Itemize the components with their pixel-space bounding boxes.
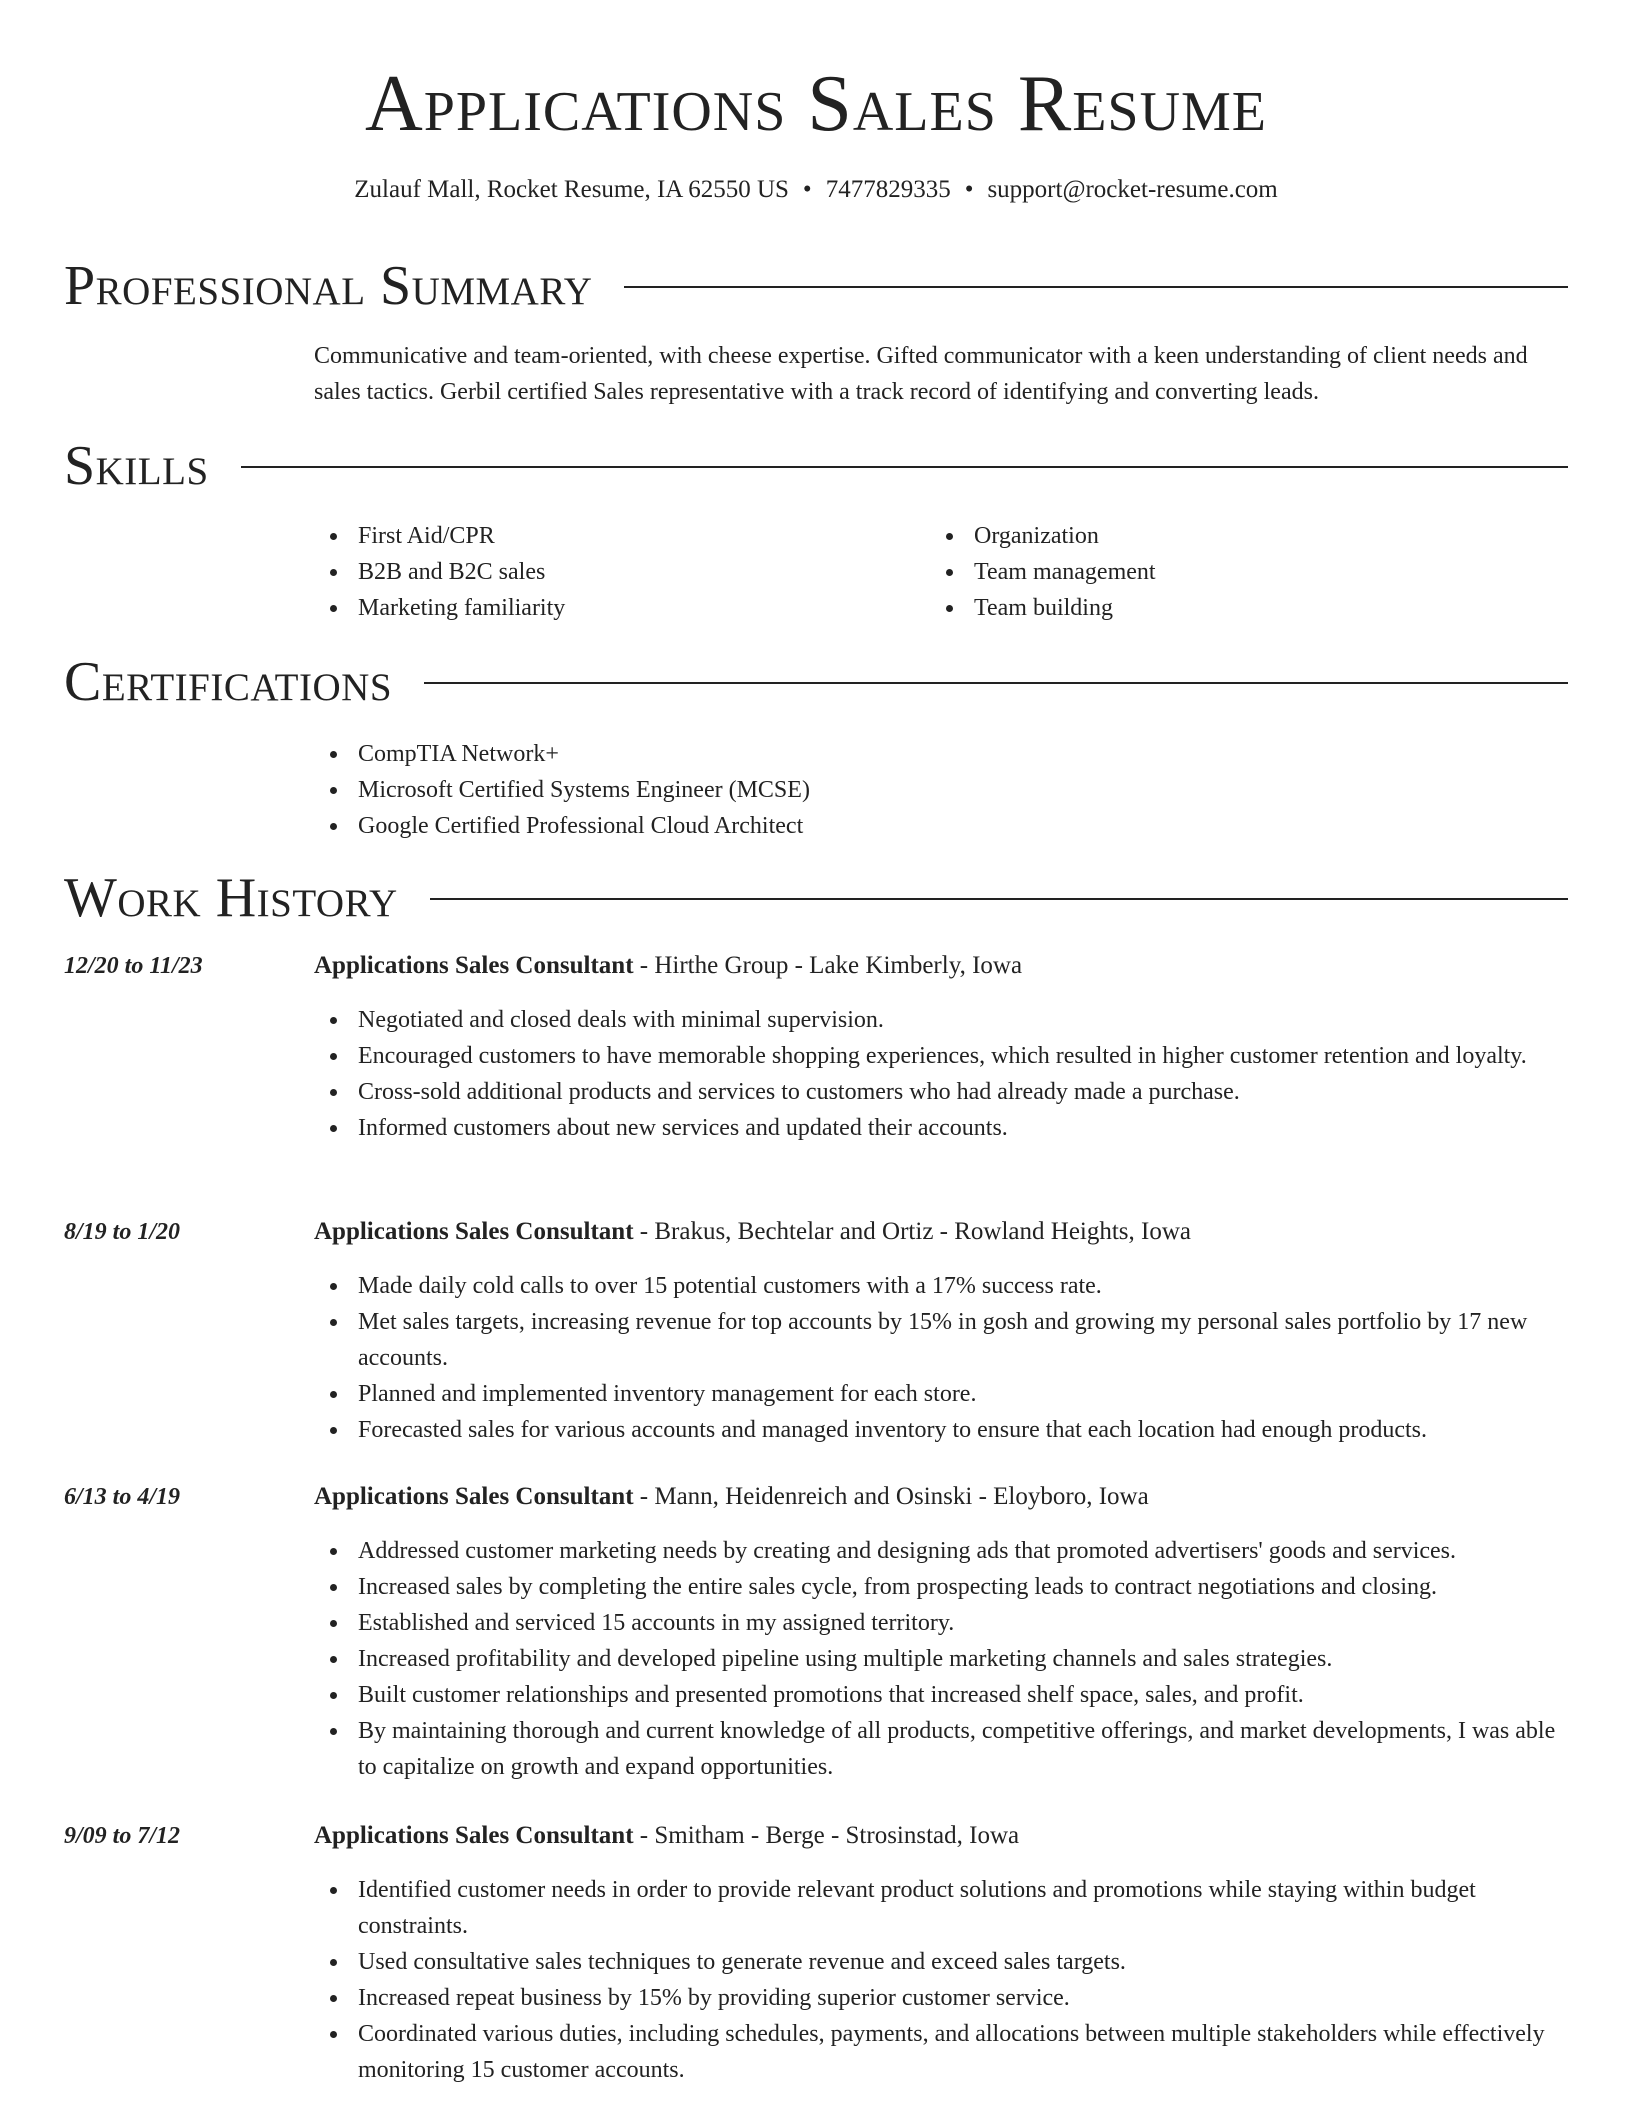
skill-item: B2B and B2C sales xyxy=(314,554,914,590)
job-details: - Mann, Heidenreich and Osinski - Eloyboro, Iowa xyxy=(633,1483,1149,1510)
job-bullet: Met sales targets, increasing revenue for top accounts by 15% in gosh and growing my personal sales portfolio by 17 new accounts. xyxy=(314,1304,1568,1376)
job-bullet: Increased sales by completing the entire sales cycle, from prospecting leads to contract negotiations and closing. xyxy=(314,1569,1568,1605)
work-history-section-header xyxy=(64,866,1568,930)
job-bullet: Made daily cold calls to over 15 potential customers with a 17% success rate. xyxy=(314,1268,1568,1304)
summary-text: Communicative and team-oriented, with cheese expertise. Gifted communicator with a keen understanding of client needs and sales tactics. Gerbil certified Sales representative with a track record of identifying and converting leads. xyxy=(314,343,1528,405)
job-bullet: Coordinated various duties, including schedules, payments, and allocations between multiple stakeholders while effectively monitoring 15 customer accounts. xyxy=(314,2016,1568,2088)
certification-item: CompTIA Network+ xyxy=(314,736,1569,772)
section-divider xyxy=(430,898,1568,900)
certifications-section-header xyxy=(64,650,1568,714)
job-bullet: Planned and implemented inventory management for each store. xyxy=(314,1376,1568,1412)
certifications-section-title: Certifications xyxy=(64,651,393,713)
job-bullet: Built customer relationships and presented promotions that increased shelf space, sales, and profit. xyxy=(314,1677,1568,1713)
contact-separator: • xyxy=(964,176,974,203)
skills-list-left xyxy=(314,518,914,626)
contact-address: Zulauf Mall, Rocket Resume, IA 62550 US xyxy=(354,176,789,203)
job-bullet: Negotiated and closed deals with minimal supervision. xyxy=(314,1002,1568,1038)
job-bullet: Used consultative sales techniques to generate revenue and exceed sales targets. xyxy=(314,1944,1568,1980)
job-bullet-list xyxy=(314,1268,1568,1448)
skill-item: Organization xyxy=(930,518,1530,554)
job-bullet: Cross-sold additional products and services to customers who had already made a purchase. xyxy=(314,1074,1568,1110)
job-bullet: Forecasted sales for various accounts and managed inventory to ensure that each location had enough products. xyxy=(314,1412,1568,1448)
job-details: - Smitham - Berge - Strosinstad, Iowa xyxy=(633,1822,1020,1849)
job-bullet: Encouraged customers to have memorable shopping experiences, which resulted in higher customer retention and loyalty. xyxy=(314,1038,1568,1074)
job-dates: 12/20 to 11/23 xyxy=(64,953,203,979)
job-heading xyxy=(314,948,1568,984)
skill-item: Marketing familiarity xyxy=(314,590,914,626)
job-heading xyxy=(314,1479,1568,1515)
resume-name: Applications Sales Resume xyxy=(364,60,1268,148)
contact-phone: 7477829335 xyxy=(825,176,951,203)
job-title: Applications Sales Consultant xyxy=(314,1822,634,1849)
job-dates: 9/09 to 7/12 xyxy=(64,1823,181,1849)
section-divider xyxy=(424,682,1568,684)
job-bullet: Established and serviced 15 accounts in my assigned territory. xyxy=(314,1605,1568,1641)
job-bullet: Informed customers about new services and updated their accounts. xyxy=(314,1110,1568,1146)
skill-item: Team management xyxy=(930,554,1530,590)
summary-section-header xyxy=(64,254,1568,318)
contact-line xyxy=(0,174,1632,206)
job-dates: 6/13 to 4/19 xyxy=(64,1484,181,1510)
job-bullet: Identified customer needs in order to provide relevant product solutions and promotions while staying within budget constraints. xyxy=(314,1872,1568,1944)
job-bullet: Increased profitability and developed pipeline using multiple marketing channels and sales strategies. xyxy=(314,1641,1568,1677)
job-title: Applications Sales Consultant xyxy=(314,1218,634,1245)
skills-list-right xyxy=(930,518,1530,626)
skill-item: Team building xyxy=(930,590,1530,626)
skills-section-title: Skills xyxy=(64,435,209,497)
skill-item: First Aid/CPR xyxy=(314,518,914,554)
job-bullet-list xyxy=(314,1533,1568,1785)
job-dates: 8/19 to 1/20 xyxy=(64,1219,181,1245)
job-bullet-list xyxy=(314,1872,1568,2088)
job-heading xyxy=(314,1818,1568,1854)
job-details: - Brakus, Bechtelar and Ortiz - Rowland Heights, Iowa xyxy=(633,1218,1192,1245)
job-title: Applications Sales Consultant xyxy=(314,1483,634,1510)
job-heading xyxy=(314,1214,1568,1250)
section-divider xyxy=(624,286,1568,288)
skills-section-header xyxy=(64,434,1568,498)
summary-section-title: Professional Summary xyxy=(64,255,593,317)
job-bullet: Addressed customer marketing needs by creating and designing ads that promoted advertisers' goods and services. xyxy=(314,1533,1568,1569)
section-divider xyxy=(241,466,1568,468)
contact-email: support@rocket-resume.com xyxy=(987,176,1278,203)
job-bullet: Increased repeat business by 15% by providing superior customer service. xyxy=(314,1980,1568,2016)
job-bullet-list xyxy=(314,1002,1568,1146)
contact-separator: • xyxy=(802,176,812,203)
job-title: Applications Sales Consultant xyxy=(314,952,634,979)
certification-item: Google Certified Professional Cloud Architect xyxy=(314,808,1569,844)
certifications-list xyxy=(314,736,1569,844)
job-details: - Hirthe Group - Lake Kimberly, Iowa xyxy=(633,952,1023,979)
work-history-section-title: Work History xyxy=(64,867,398,929)
job-bullet: By maintaining thorough and current knowledge of all products, competitive offerings, and market developments, I was able to capitalize on growth and expand opportunities. xyxy=(314,1713,1568,1785)
certification-item: Microsoft Certified Systems Engineer (MCSE) xyxy=(314,772,1569,808)
